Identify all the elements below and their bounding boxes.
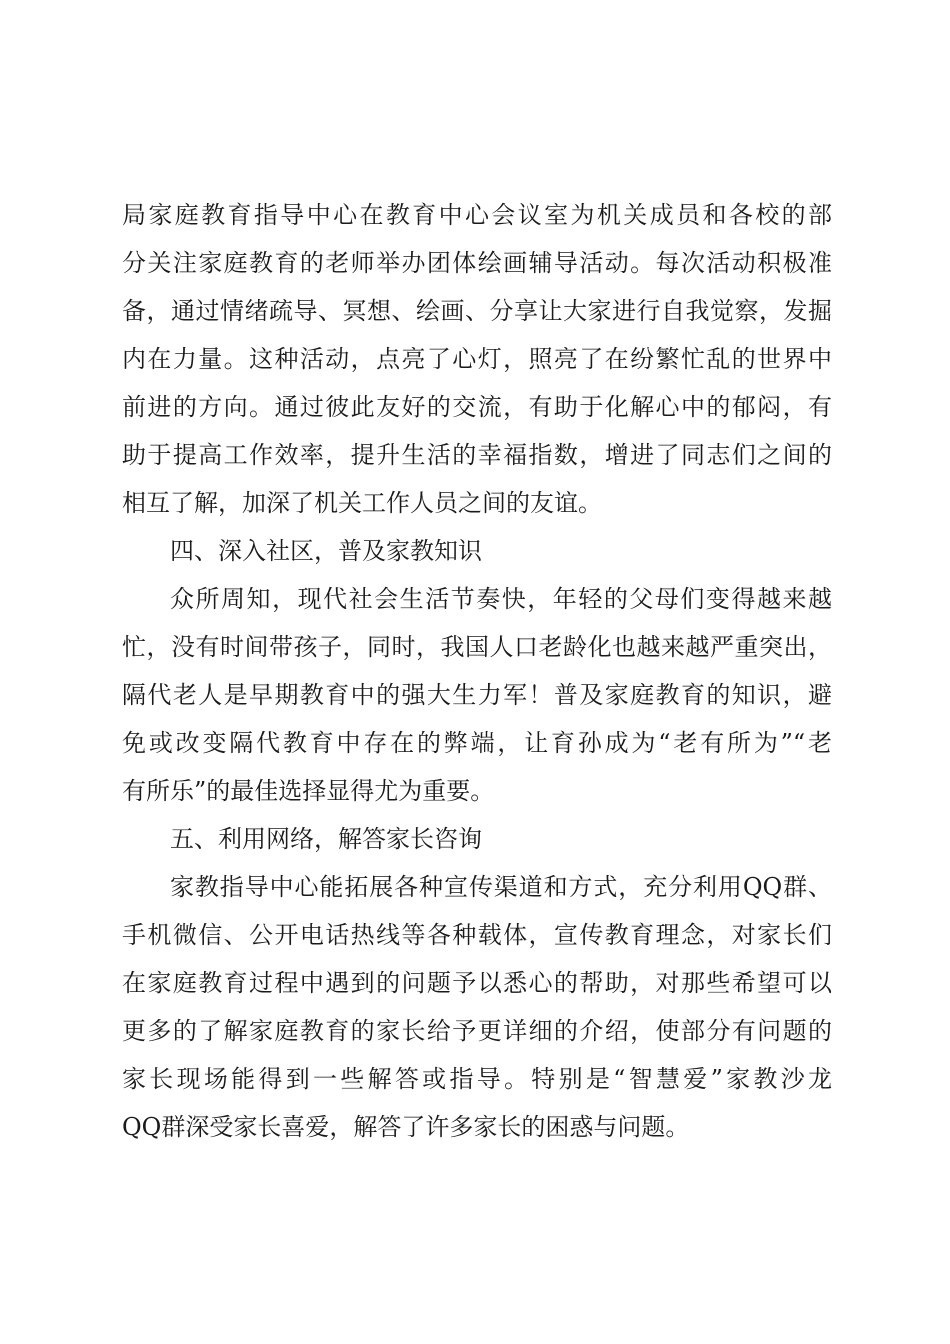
text-line: 隔代老人是早期教育中的强大生力军！普及家庭教育的知识，避: [122, 681, 832, 709]
paragraph-group-activities: [122, 191, 832, 527]
text-line: 免或改变隔代教育中存在的弊端，让育孙成为“老有所为”“老: [122, 729, 832, 757]
text-line: 家长现场能得到一些解答或指导。特别是“智慧爱”家教沙龙: [122, 1065, 832, 1093]
text-line: 内在力量。这种活动，点亮了心灯，照亮了在纷繁忙乱的世界中: [122, 345, 832, 373]
text-line: 前进的方向。通过彼此友好的交流，有助于化解心中的郁闷，有: [122, 393, 832, 421]
text-line: 家教指导中心能拓展各种宣传渠道和方式，充分利用QQ群、: [170, 873, 832, 901]
text-line: 备，通过情绪疏导、冥想、绘画、分享让大家进行自我觉察，发掘: [122, 297, 832, 325]
text-line: 众所周知，现代社会生活节奏快，年轻的父母们变得越来越: [170, 585, 832, 613]
text-line: 手机微信、公开电话热线等各种载体，宣传教育理念，对家长们: [122, 921, 832, 949]
text-line: 忙，没有时间带孩子，同时，我国人口老龄化也越来越严重突出，: [122, 633, 832, 661]
document-body: [122, 191, 832, 1151]
text-line: QQ群深受家长喜爱，解答了许多家长的困惑与问题。: [122, 1113, 690, 1141]
section-heading-community: 四、深入社区，普及家教知识: [170, 537, 482, 565]
text-line: 助于提高工作效率，提升生活的幸福指数，增进了同志们之间的: [122, 441, 832, 469]
text-line: 局家庭教育指导中心在教育中心会议室为机关成员和各校的部: [122, 201, 832, 229]
section-heading-network: 五、利用网络，解答家长咨询: [170, 825, 482, 853]
text-line: 更多的了解家庭教育的家长给予更详细的介绍，使部分有问题的: [122, 1017, 832, 1045]
text-line: 有所乐”的最佳选择显得尤为重要。: [122, 777, 495, 805]
paragraph-group-network: [122, 863, 832, 1151]
paragraph-group-community: [122, 575, 832, 815]
text-line: 在家庭教育过程中遇到的问题予以悉心的帮助，对那些希望可以: [122, 969, 832, 997]
text-line: 相互了解，加深了机关工作人员之间的友谊。: [122, 489, 602, 517]
text-line: 分关注家庭教育的老师举办团体绘画辅导活动。每次活动积极准: [122, 249, 832, 277]
